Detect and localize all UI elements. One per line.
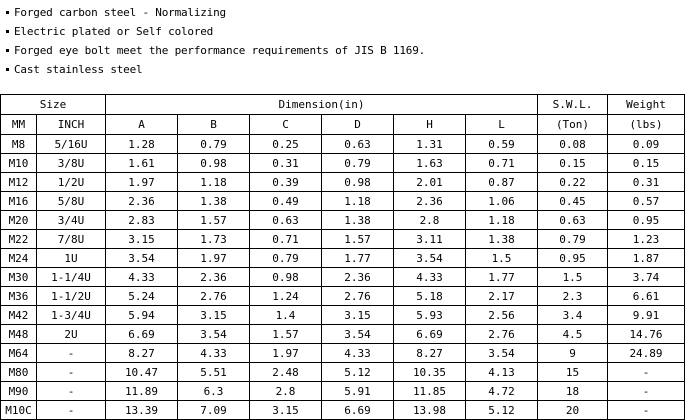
feature-text: Cast stainless steel [14, 63, 143, 76]
feature-item [6, 3, 425, 22]
d-cell: 3.15 [322, 306, 394, 325]
table-row [1, 306, 685, 325]
d-cell: 1.18 [322, 192, 394, 211]
l-cell: 5.12 [466, 401, 538, 420]
weight-cell: 1.23 [608, 230, 685, 249]
a-cell: 10.47 [106, 363, 178, 382]
h-cell: 3.54 [394, 249, 466, 268]
c-cell: 0.98 [250, 268, 322, 287]
weight-cell: 0.57 [608, 192, 685, 211]
inch-header: INCH [37, 115, 106, 135]
table-row [1, 325, 685, 344]
c-cell: 1.97 [250, 344, 322, 363]
h-cell: 2.36 [394, 192, 466, 211]
feature-text: Electric plated or Self colored [14, 25, 214, 38]
c-cell: 0.31 [250, 154, 322, 173]
inch-cell: 1/2U [37, 173, 106, 192]
b-cell: 1.73 [178, 230, 250, 249]
d-cell: 4.33 [322, 344, 394, 363]
table-row [1, 344, 685, 363]
c-cell: 1.57 [250, 325, 322, 344]
table-row [1, 173, 685, 192]
bullet-icon [6, 11, 9, 14]
inch-cell: - [37, 401, 106, 420]
b-cell: 0.79 [178, 135, 250, 154]
feature-text: Forged carbon steel - Normalizing [14, 6, 226, 19]
feature-list [6, 3, 425, 79]
d-cell: 1.77 [322, 249, 394, 268]
d-cell: 5.12 [322, 363, 394, 382]
l-cell: 0.59 [466, 135, 538, 154]
c-cell: 1.4 [250, 306, 322, 325]
b-header: B [178, 115, 250, 135]
a-cell: 13.39 [106, 401, 178, 420]
weight-cell: 24.89 [608, 344, 685, 363]
a-header: A [106, 115, 178, 135]
h-cell: 10.35 [394, 363, 466, 382]
inch-cell: 7/8U [37, 230, 106, 249]
h-cell: 1.31 [394, 135, 466, 154]
swl-cell: 4.5 [538, 325, 608, 344]
a-cell: 1.97 [106, 173, 178, 192]
b-cell: 1.57 [178, 211, 250, 230]
mm-cell: M90 [1, 382, 37, 401]
b-cell: 3.15 [178, 306, 250, 325]
a-cell: 2.36 [106, 192, 178, 211]
b-cell: 7.09 [178, 401, 250, 420]
weight-cell: 1.87 [608, 249, 685, 268]
mm-cell: M48 [1, 325, 37, 344]
swl-cell: 1.5 [538, 268, 608, 287]
b-cell: 2.36 [178, 268, 250, 287]
l-cell: 4.13 [466, 363, 538, 382]
mm-cell: M64 [1, 344, 37, 363]
c-cell: 0.39 [250, 173, 322, 192]
swl-cell: 0.95 [538, 249, 608, 268]
swl-cell: 0.15 [538, 154, 608, 173]
inch-cell: 1U [37, 249, 106, 268]
swl-cell: 0.45 [538, 192, 608, 211]
mm-cell: M24 [1, 249, 37, 268]
h-cell: 3.11 [394, 230, 466, 249]
feature-item [6, 60, 425, 79]
d-cell: 0.98 [322, 173, 394, 192]
table-body [1, 135, 685, 420]
mm-cell: M42 [1, 306, 37, 325]
feature-text: Forged eye bolt meet the performance requirements of JIS B 1169. [14, 44, 426, 57]
header-row-2 [1, 115, 685, 135]
inch-cell: 1-1/4U [37, 268, 106, 287]
l-cell: 3.54 [466, 344, 538, 363]
b-cell: 5.51 [178, 363, 250, 382]
table-row [1, 154, 685, 173]
b-cell: 1.97 [178, 249, 250, 268]
d-cell: 2.76 [322, 287, 394, 306]
weight-cell: - [608, 401, 685, 420]
l-cell: 4.72 [466, 382, 538, 401]
c-cell: 2.48 [250, 363, 322, 382]
swl-cell: 9 [538, 344, 608, 363]
weight-cell: 0.15 [608, 154, 685, 173]
a-cell: 2.83 [106, 211, 178, 230]
table-row [1, 382, 685, 401]
a-cell: 8.27 [106, 344, 178, 363]
mm-cell: M30 [1, 268, 37, 287]
feature-item [6, 41, 425, 60]
inch-cell: 3/8U [37, 154, 106, 173]
table-row [1, 249, 685, 268]
weight-cell: 6.61 [608, 287, 685, 306]
weight-cell: 14.76 [608, 325, 685, 344]
l-cell: 1.18 [466, 211, 538, 230]
inch-cell: 1-3/4U [37, 306, 106, 325]
h-cell: 4.33 [394, 268, 466, 287]
swl-cell: 2.3 [538, 287, 608, 306]
table-row [1, 192, 685, 211]
weight-cell: 0.95 [608, 211, 685, 230]
b-cell: 3.54 [178, 325, 250, 344]
weight-cell: 3.74 [608, 268, 685, 287]
swl-cell: 0.79 [538, 230, 608, 249]
b-cell: 1.18 [178, 173, 250, 192]
swl-cell: 0.08 [538, 135, 608, 154]
b-cell: 0.98 [178, 154, 250, 173]
mm-cell: M10 [1, 154, 37, 173]
l-cell: 2.56 [466, 306, 538, 325]
swl-cell: 0.63 [538, 211, 608, 230]
l-cell: 1.77 [466, 268, 538, 287]
weight-cell: 9.91 [608, 306, 685, 325]
b-cell: 2.76 [178, 287, 250, 306]
h-cell: 2.8 [394, 211, 466, 230]
c-cell: 0.49 [250, 192, 322, 211]
a-cell: 6.69 [106, 325, 178, 344]
l-cell: 1.5 [466, 249, 538, 268]
mm-cell: M8 [1, 135, 37, 154]
c-cell: 2.8 [250, 382, 322, 401]
bullet-icon [6, 68, 9, 71]
l-cell: 2.76 [466, 325, 538, 344]
a-cell: 3.54 [106, 249, 178, 268]
d-cell: 2.36 [322, 268, 394, 287]
l-header: L [466, 115, 538, 135]
a-cell: 5.24 [106, 287, 178, 306]
h-cell: 13.98 [394, 401, 466, 420]
h-cell: 1.63 [394, 154, 466, 173]
bullet-icon [6, 49, 9, 52]
inch-cell: 3/4U [37, 211, 106, 230]
table-row [1, 211, 685, 230]
table-row [1, 363, 685, 382]
a-cell: 5.94 [106, 306, 178, 325]
h-header: H [394, 115, 466, 135]
d-cell: 0.63 [322, 135, 394, 154]
swl-cell: 20 [538, 401, 608, 420]
inch-cell: - [37, 344, 106, 363]
l-cell: 1.38 [466, 230, 538, 249]
weight-cell: 0.31 [608, 173, 685, 192]
table-row [1, 268, 685, 287]
c-cell: 0.63 [250, 211, 322, 230]
inch-cell: 1-1/2U [37, 287, 106, 306]
mm-cell: M12 [1, 173, 37, 192]
a-cell: 1.61 [106, 154, 178, 173]
l-cell: 1.06 [466, 192, 538, 211]
b-cell: 1.38 [178, 192, 250, 211]
d-cell: 5.91 [322, 382, 394, 401]
a-cell: 1.28 [106, 135, 178, 154]
h-cell: 2.01 [394, 173, 466, 192]
h-cell: 8.27 [394, 344, 466, 363]
d-cell: 1.57 [322, 230, 394, 249]
l-cell: 2.17 [466, 287, 538, 306]
inch-cell: - [37, 363, 106, 382]
a-cell: 4.33 [106, 268, 178, 287]
weight-cell: - [608, 382, 685, 401]
inch-cell: - [37, 382, 106, 401]
swl-cell: 3.4 [538, 306, 608, 325]
inch-cell: 5/8U [37, 192, 106, 211]
table-row [1, 135, 685, 154]
mm-cell: M36 [1, 287, 37, 306]
mm-cell: M20 [1, 211, 37, 230]
dimension-header: Dimension(in) [106, 95, 538, 115]
table-row [1, 401, 685, 420]
mm-cell: M16 [1, 192, 37, 211]
l-cell: 0.71 [466, 154, 538, 173]
size-header: Size [1, 95, 106, 115]
header-row-1 [1, 95, 685, 115]
h-cell: 6.69 [394, 325, 466, 344]
swl-unit-header: (Ton) [538, 115, 608, 135]
mm-header: MM [1, 115, 37, 135]
h-cell: 5.18 [394, 287, 466, 306]
inch-cell: 2U [37, 325, 106, 344]
eye-bolt-spec-table [0, 94, 685, 420]
d-cell: 6.69 [322, 401, 394, 420]
d-cell: 3.54 [322, 325, 394, 344]
c-cell: 0.79 [250, 249, 322, 268]
h-cell: 5.93 [394, 306, 466, 325]
inch-cell: 5/16U [37, 135, 106, 154]
weight-header: Weight [608, 95, 685, 115]
d-cell: 0.79 [322, 154, 394, 173]
weight-cell: - [608, 363, 685, 382]
a-cell: 11.89 [106, 382, 178, 401]
bullet-icon [6, 30, 9, 33]
c-cell: 0.71 [250, 230, 322, 249]
mm-cell: M22 [1, 230, 37, 249]
weight-unit-header: (lbs) [608, 115, 685, 135]
swl-cell: 0.22 [538, 173, 608, 192]
c-cell: 0.25 [250, 135, 322, 154]
mm-cell: M10C [1, 401, 37, 420]
l-cell: 0.87 [466, 173, 538, 192]
mm-cell: M80 [1, 363, 37, 382]
c-cell: 3.15 [250, 401, 322, 420]
d-header: D [322, 115, 394, 135]
a-cell: 3.15 [106, 230, 178, 249]
d-cell: 1.38 [322, 211, 394, 230]
swl-cell: 18 [538, 382, 608, 401]
h-cell: 11.85 [394, 382, 466, 401]
c-cell: 1.24 [250, 287, 322, 306]
b-cell: 4.33 [178, 344, 250, 363]
table-row [1, 230, 685, 249]
weight-cell: 0.09 [608, 135, 685, 154]
b-cell: 6.3 [178, 382, 250, 401]
swl-header: S.W.L. [538, 95, 608, 115]
table-row [1, 287, 685, 306]
swl-cell: 15 [538, 363, 608, 382]
c-header: C [250, 115, 322, 135]
feature-item [6, 22, 425, 41]
